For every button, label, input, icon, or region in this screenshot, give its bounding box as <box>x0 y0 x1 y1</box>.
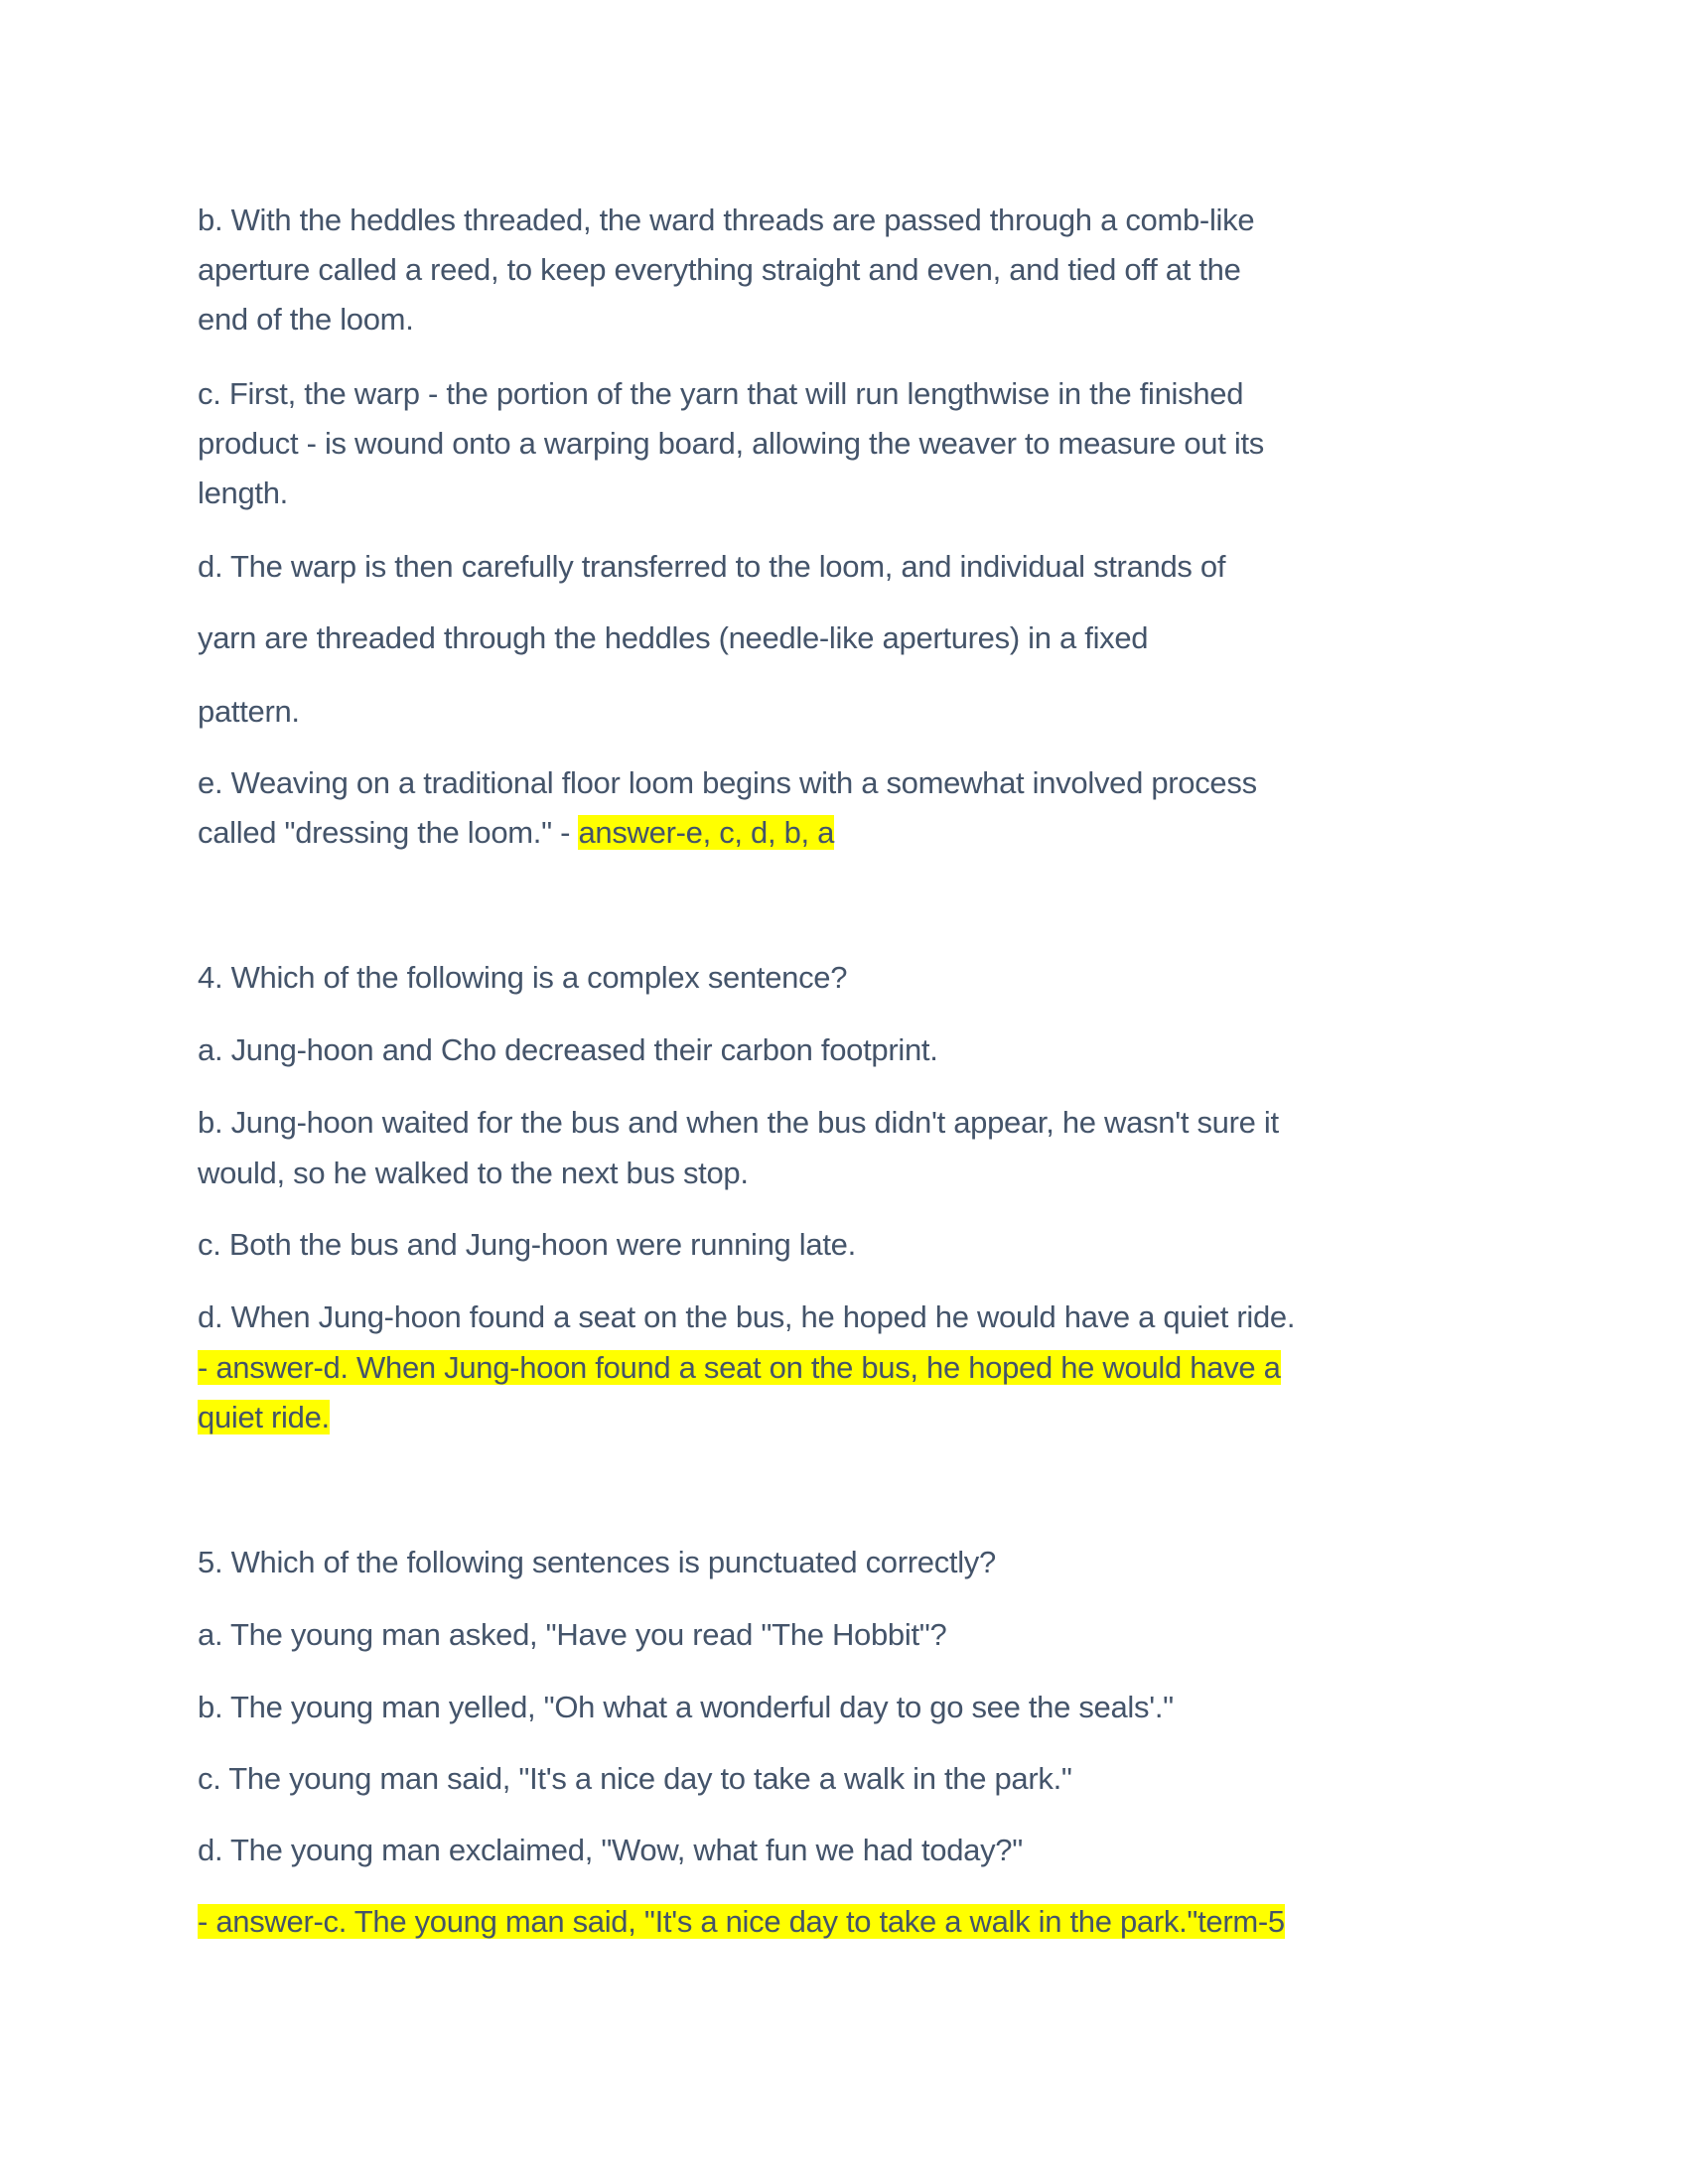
q5-option-d: d. The young man exclaimed, "Wow, what fun we had today?" <box>198 1833 1023 1867</box>
q5-answer <box>198 1897 1285 1947</box>
q3-option-d-line2: yarn are threaded through the heddles (needle-like apertures) in a fixed <box>198 620 1149 655</box>
q4-answer-highlight-2: quiet ride. <box>198 1400 330 1434</box>
q3-option-e-line2 <box>198 808 834 858</box>
q4-answer-line1 <box>198 1343 1281 1393</box>
q5-question: 5. Which of the following sentences is punctuated correctly? <box>198 1545 996 1579</box>
q3-option-c-line2: product - is wound onto a warping board, allowing the weaver to measure out its <box>198 426 1264 461</box>
q3-answer-highlight: answer-e, c, d, b, a <box>578 815 835 850</box>
q4-option-a: a. Jung-hoon and Cho decreased their carbon footprint. <box>198 1032 938 1067</box>
q4-answer-line2 <box>198 1393 330 1442</box>
q4-question: 4. Which of the following is a complex sentence? <box>198 960 848 995</box>
q5-option-c: c. The young man said, "It's a nice day to take a walk in the park." <box>198 1761 1072 1796</box>
q4-option-b-line1: b. Jung-hoon waited for the bus and when the bus didn't appear, he wasn't sure it <box>198 1105 1279 1140</box>
q3-option-d-line1: d. The warp is then carefully transferred to the loom, and individual strands of <box>198 549 1226 584</box>
q5-answer-highlight: - answer-c. The young man said, "It's a nice day to take a walk in the park."term-5 <box>198 1904 1285 1939</box>
q4-option-d: d. When Jung-hoon found a seat on the bus, he hoped he would have a quiet ride. <box>198 1299 1296 1334</box>
q5-option-b: b. The young man yelled, "Oh what a wonderful day to go see the seals'." <box>198 1690 1174 1724</box>
q3-option-c-line1: c. First, the warp - the portion of the yarn that will run lengthwise in the finished <box>198 376 1244 411</box>
q3-option-b-line2: aperture called a reed, to keep everything straight and even, and tied off at the <box>198 252 1241 287</box>
q3-option-b-line1: b. With the heddles threaded, the ward threads are passed through a comb-like <box>198 203 1255 237</box>
q3-option-c-line3: length. <box>198 476 288 510</box>
q4-option-b-line2: would, so he walked to the next bus stop. <box>198 1156 749 1190</box>
q3-option-d-line3: pattern. <box>198 694 300 729</box>
q4-option-c: c. Both the bus and Jung-hoon were running late. <box>198 1227 856 1262</box>
q5-option-a: a. The young man asked, "Have you read "The Hobbit"? <box>198 1617 947 1652</box>
q3-option-e-line1: e. Weaving on a traditional floor loom begins with a somewhat involved process <box>198 765 1257 800</box>
q4-answer-highlight-1: - answer-d. When Jung-hoon found a seat on the bus, he hoped he would have a <box>198 1350 1281 1385</box>
q3-option-b-line3: end of the loom. <box>198 302 414 337</box>
q3-option-e-text: called "dressing the loom." - <box>198 815 579 850</box>
